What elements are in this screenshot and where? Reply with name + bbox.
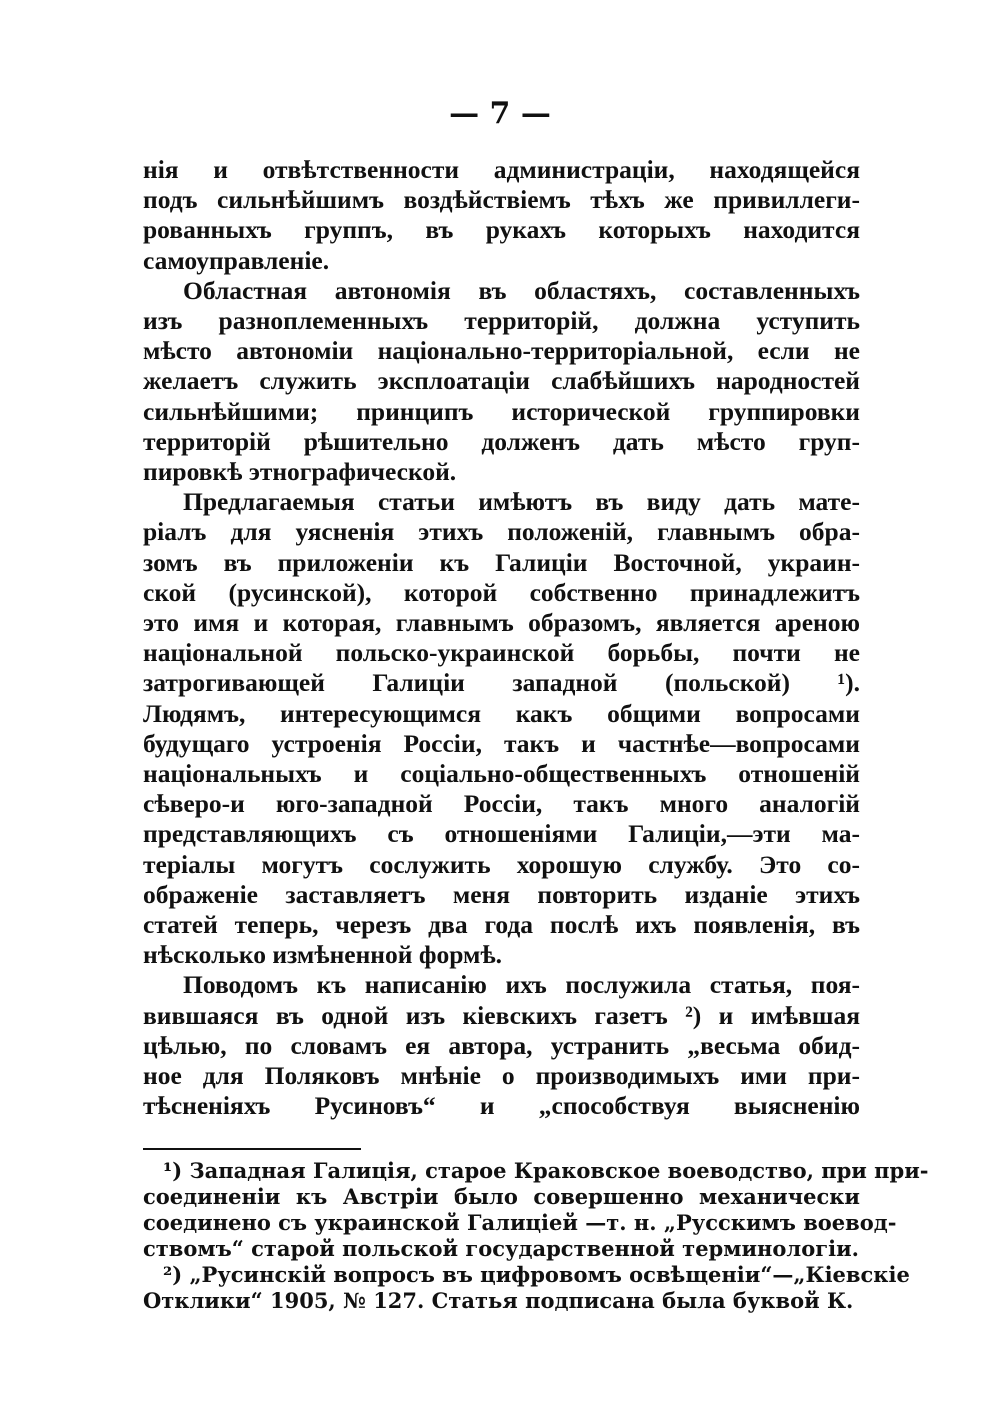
footnote-divider <box>143 1148 361 1150</box>
footnote-line: ²) „Русинскій вопросъ въ цифровомъ освѣщеніи“—„Кіевскіе <box>163 1262 910 1287</box>
text-line: статей теперь, черезъ два года послѣ ихъ появленія, въ <box>143 910 860 940</box>
text-line: Поводомъ къ написанію ихъ послужила статья, поя- <box>183 970 860 1000</box>
footnote-line: соединено съ украинской Галиціей —т. н. „Русскимъ воевод- <box>143 1210 897 1235</box>
text-line: Областная автономія въ областяхъ, составленныхъ <box>183 275 860 305</box>
text-line: цѣлью, по словамъ ея автора, устранить „весьма обид- <box>143 1030 860 1060</box>
text-line: представляющихъ съ отношеніями Галиціи,—эти ма- <box>143 819 860 849</box>
footnote-line: ствомъ“ старой польской государственной терминологіи. <box>143 1236 859 1261</box>
text-line: ріалъ для уясненія этихъ положеній, главнымъ обра- <box>143 517 860 547</box>
footnote-line: ¹) Западная Галиція, старое Краковское воеводство, при при- <box>163 1158 929 1183</box>
text-line: мѣсто автономіи національно-территоріальной, если не <box>143 336 860 366</box>
text-line: подъ сильнѣйшимъ воздѣйствіемъ тѣхъ же привиллеги- <box>143 185 860 215</box>
paragraph <box>143 487 860 970</box>
footnote-line: Отклики“ 1905, № 127. Статья подписана была буквой К. <box>143 1288 854 1313</box>
footnote-2 <box>143 1262 910 1314</box>
paragraph <box>143 970 860 1121</box>
text-line: Людямъ, интересующимся какъ общими вопросами <box>143 698 860 728</box>
text-line: изъ разноплеменныхъ территорій, должна уступить <box>143 306 860 336</box>
text-line: самоуправленіе. <box>143 245 330 275</box>
text-line: теріалы могутъ сослужить хорошую службу. Это со- <box>143 849 860 879</box>
paragraph <box>143 155 860 276</box>
text-line: затрогивающей Галиціи западной (польской) ¹). <box>143 668 860 698</box>
text-line: зомъ въ приложеніи къ Галиціи Восточной, украин- <box>143 547 860 577</box>
footnote-1 <box>143 1158 929 1262</box>
text-line: Предлагаемыя статьи имѣютъ въ виду дать мате- <box>183 487 860 517</box>
text-line: ской (русинской), которой собственно принадлежитъ <box>143 577 860 607</box>
page-number: — 7 — <box>449 96 551 131</box>
text-line: сѣверо-и юго-западной Россіи, такъ много аналогій <box>143 789 860 819</box>
text-line: нія и отвѣтственности администраціи, находящейся <box>143 155 860 184</box>
text-line: пировкѣ этнографической. <box>143 457 457 487</box>
text-line: тѣсненіяхъ Русиновъ“ и „способствуя выясненію <box>143 1091 860 1121</box>
text-line: территорій рѣшительно долженъ дать мѣсто груп- <box>143 426 860 456</box>
text-line: національной польско-украинской борьбы, почти не <box>143 638 860 668</box>
text-line: ображеніе заставляетъ меня повторить изданіе этихъ <box>143 879 860 909</box>
footnote-line: соединеніи къ Австріи было совершенно механически <box>143 1184 860 1209</box>
body-text <box>143 155 860 1122</box>
text-line: національныхъ и соціально-общественныхъ отношеній <box>143 759 860 789</box>
text-line: это имя и которая, главнымъ образомъ, является ареною <box>143 608 860 638</box>
paragraph <box>143 276 860 487</box>
text-line: желаетъ служить эксплоатаціи слабѣйшихъ народностей <box>143 366 860 396</box>
text-line: вившаяся въ одной изъ кіевскихъ газетъ ²) и имѣвшая <box>143 1000 860 1030</box>
footnotes <box>143 1158 929 1314</box>
text-line: рованныхъ группъ, въ рукахъ которыхъ находится <box>143 215 860 245</box>
text-line: будущаго устроенія Россіи, такъ и частнѣе—вопросами <box>143 728 860 758</box>
text-line: сильнѣйшими; принципъ исторической группировки <box>143 396 860 426</box>
text-line: ное для Поляковъ мнѣніе о производимыхъ ими при- <box>143 1061 860 1091</box>
text-line: нѣсколько измѣненной формѣ. <box>143 940 503 970</box>
